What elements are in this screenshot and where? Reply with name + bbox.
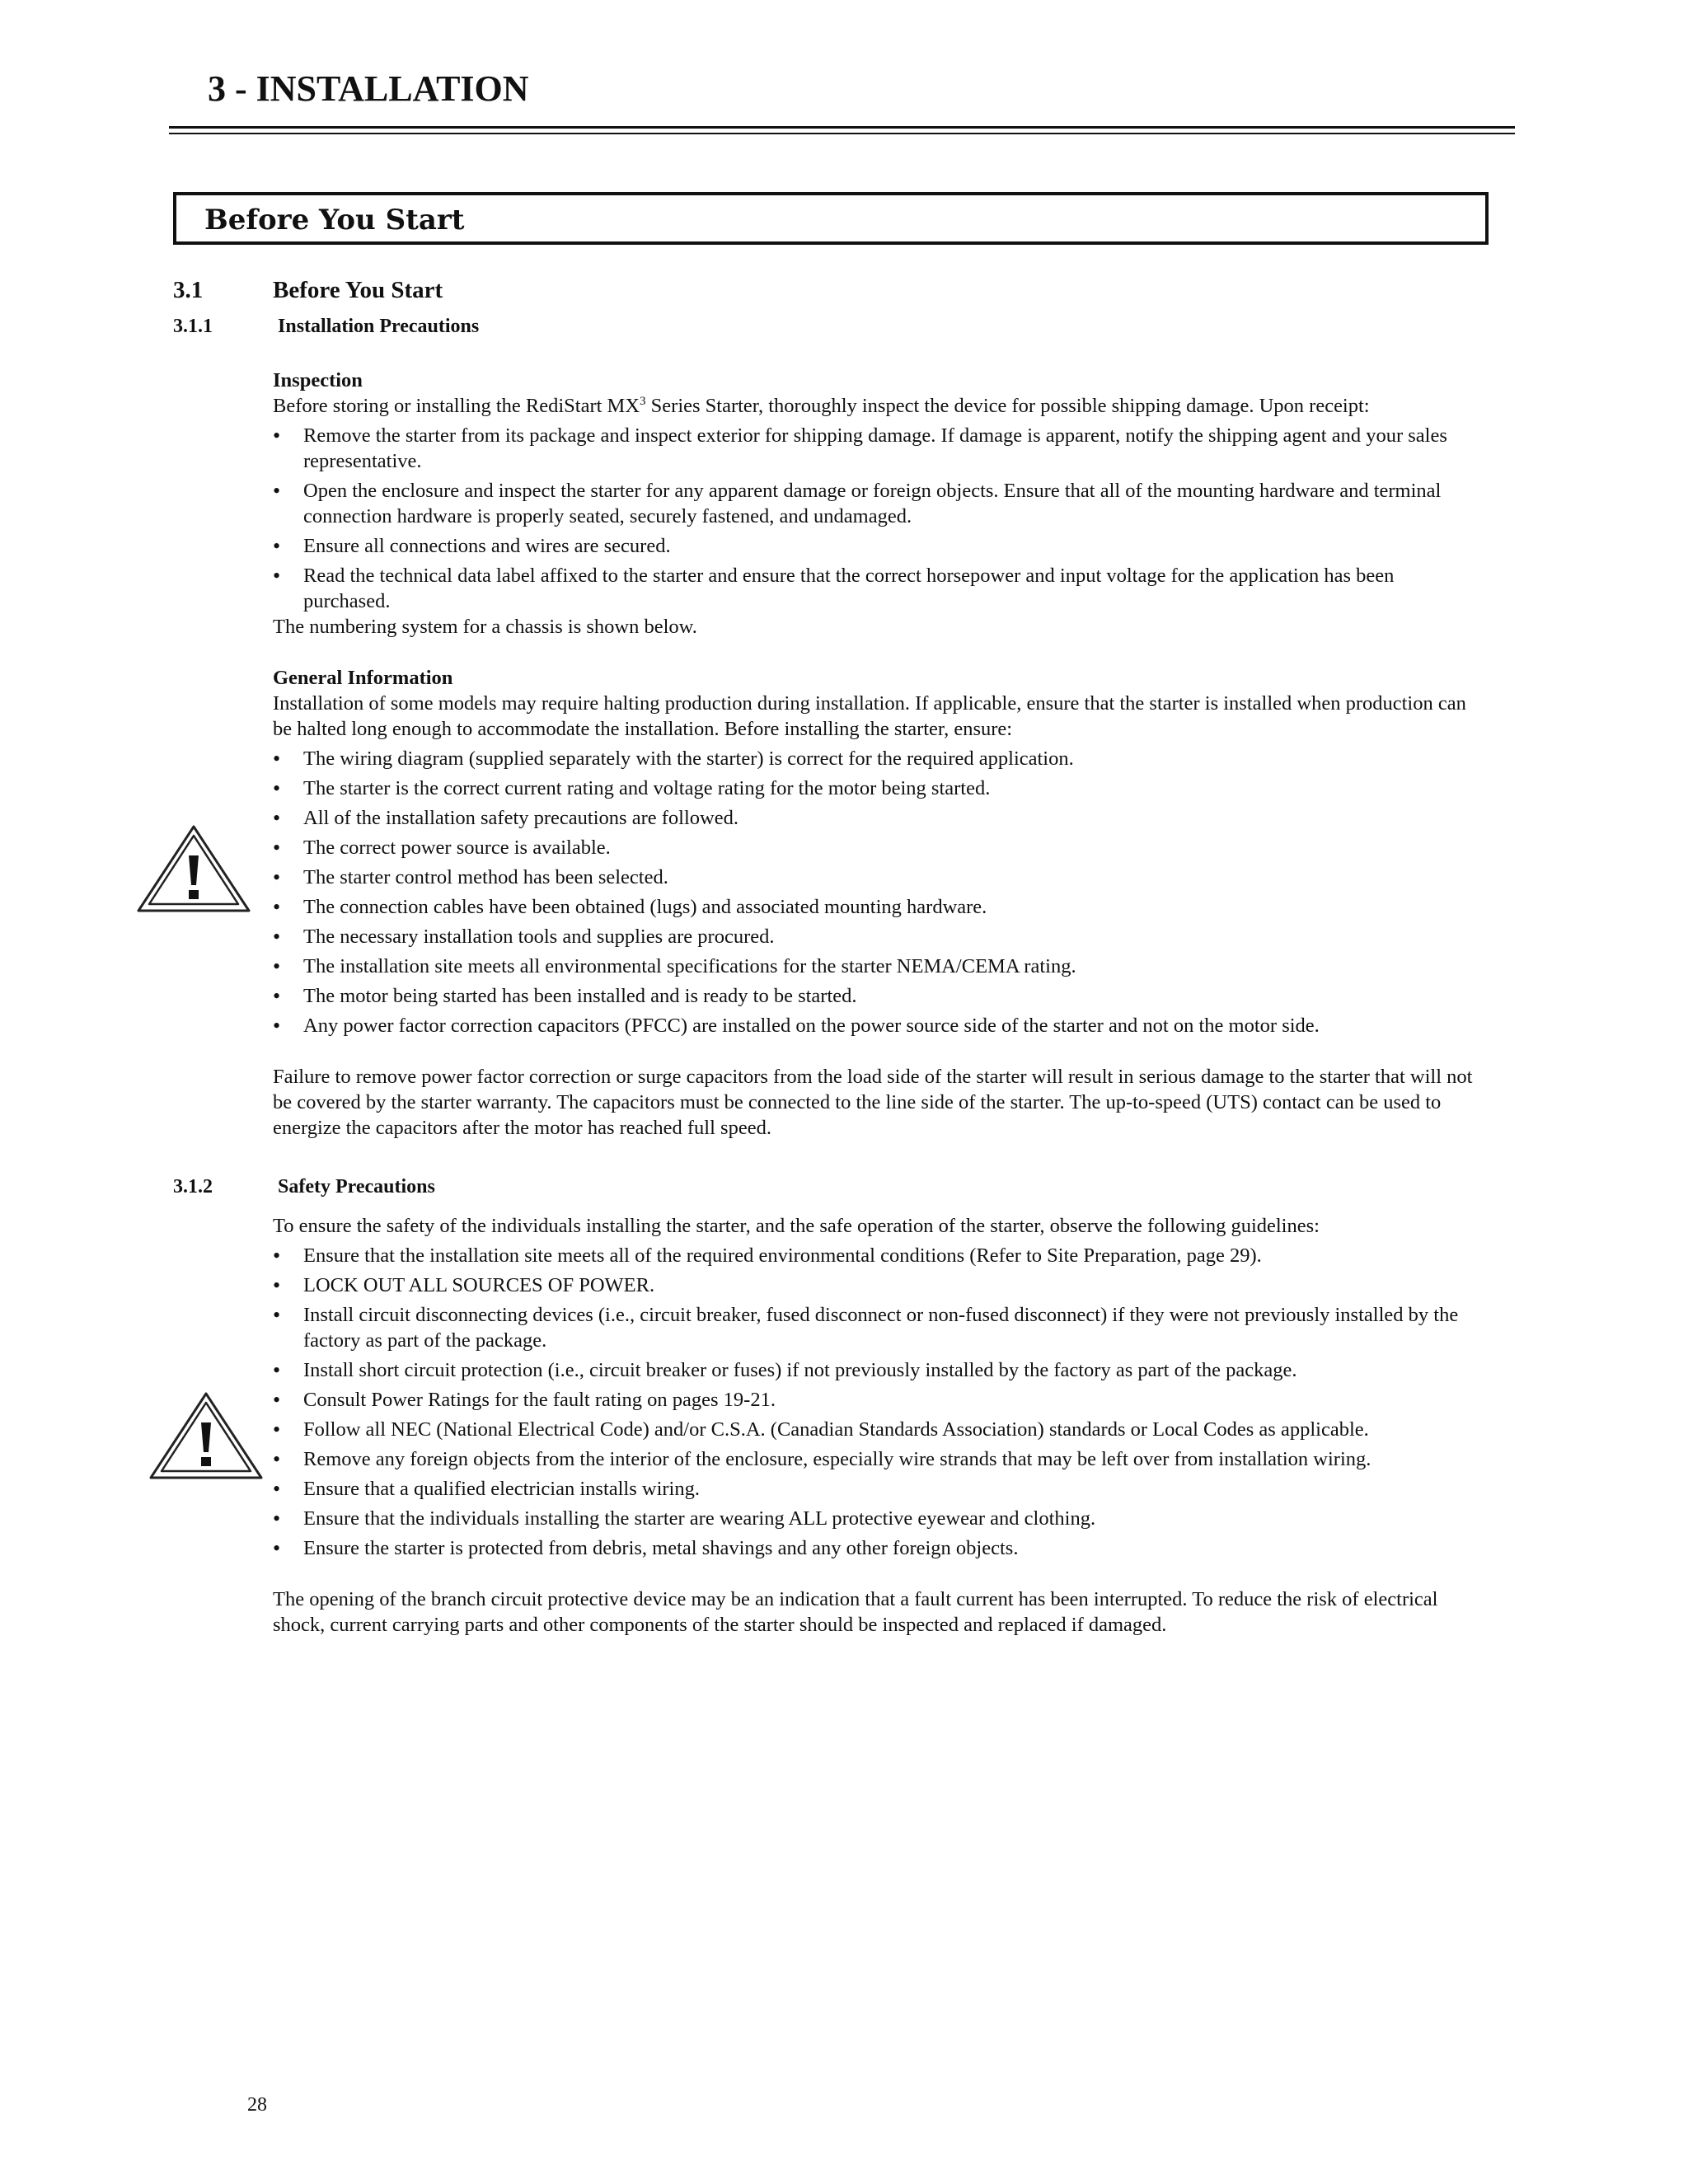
list-item: • The wiring diagram (supplied separately with the starter) is correct for the required application. <box>273 746 1484 771</box>
section-box-title: Before You Start <box>204 204 465 237</box>
section-title-box <box>173 192 1489 245</box>
list-item: • Remove any foreign objects from the interior of the enclosure, especially wire strands that may be left over from installation wiring. <box>273 1446 1484 1472</box>
header-rule-top <box>169 126 1515 129</box>
list-item: • Open the enclosure and inspect the starter for any apparent damage or foreign objects. Ensure that all of the mounting hardware and terminal connection hardware is properly seated, securely fastened, and undamaged. <box>273 478 1484 529</box>
warning-icon <box>148 1391 264 1490</box>
list-item: • Any power factor correction capacitors (PFCC) are installed on the power source side of the starter and not on the motor side. <box>273 1013 1484 1038</box>
general-info-heading: General Information <box>273 667 453 689</box>
list-item: • The correct power source is available. <box>273 835 1484 860</box>
list-item: • The starter control method has been selected. <box>273 865 1484 890</box>
warning-icon <box>136 824 251 923</box>
list-item: • Ensure that a qualified electrician installs wiring. <box>273 1476 1484 1502</box>
inspection-list <box>273 423 1484 614</box>
general-info-intro: Installation of some models may require halting production during installation. If applicable, ensure that the starter is installed when production can be halted long enough to accommodate the installation. Before installing the starter, ensure: <box>273 692 1466 740</box>
list-item: • Ensure that the installation site meets all of the required environmental conditions (Refer to Site Preparation, page 29). <box>273 1243 1484 1268</box>
capacitor-note: Failure to remove power factor correction or surge capacitors from the load side of the starter will result in serious damage to the starter that will not be covered by the starter warranty. The capacitors must be connected to the line side of the starter. The up-to-speed (UTS) contact can be used to energize the capacitors after the motor has reached full speed. <box>273 1066 1473 1139</box>
safety-precautions-body <box>273 1213 1484 1638</box>
list-item: • Install short circuit protection (i.e., circuit breaker or fuses) if not previously installed by the factory as part of the package. <box>273 1357 1484 1383</box>
list-item: • Ensure that the individuals installing the starter are wearing ALL protective eyewear and clothing. <box>273 1506 1484 1531</box>
list-item: • Follow all NEC (National Electrical Code) and/or C.S.A. (Canadian Standards Association) standards or Local Codes as applicable. <box>273 1417 1484 1442</box>
inspection-outro: The numbering system for a chassis is shown below. <box>273 616 697 638</box>
list-item: • All of the installation safety precautions are followed. <box>273 805 1484 831</box>
superscript: 3 <box>640 394 646 408</box>
list-item: • The necessary installation tools and supplies are procured. <box>273 924 1484 949</box>
list-item: • Install circuit disconnecting devices (i.e., circuit breaker, fused disconnect or non-fused disconnect) if they were not previously installed by the factory as part of the package. <box>273 1302 1484 1353</box>
section-3-1-1-title: Installation Precautions <box>278 316 480 337</box>
inspection-intro: Before storing or installing the RediStart $MX^3$ Series Starter, thoroughly inspect the device for possible shipping damage. Upon receipt: <box>273 394 1370 417</box>
section-3-1-number: 3.1 <box>173 277 204 303</box>
list-item: • The connection cables have been obtained (lugs) and associated mounting hardware. <box>273 894 1484 920</box>
list-item: • Consult Power Ratings for the fault rating on pages 19-21. <box>273 1387 1484 1413</box>
list-item: • LOCK OUT ALL SOURCES OF POWER. <box>273 1272 1484 1298</box>
general-info-list <box>273 746 1484 1038</box>
installation-precautions-body <box>273 368 1484 1141</box>
inspection-heading: Inspection <box>273 369 363 391</box>
safety-intro: To ensure the safety of the individuals installing the starter, and the safe operation of the starter, observe the following guidelines: <box>273 1215 1320 1237</box>
list-item: • Read the technical data label affixed to the starter and ensure that the correct horsepower and input voltage for the application has been purchased. <box>273 563 1484 614</box>
section-3-1-2-number: 3.1.2 <box>173 1176 213 1197</box>
list-item: • The installation site meets all environmental specifications for the starter NEMA/CEMA rating. <box>273 954 1484 979</box>
section-3-1-title: Before You Start <box>273 277 443 303</box>
list-item: • The starter is the correct current rating and voltage rating for the motor being started. <box>273 776 1484 801</box>
protective-device-note: The opening of the branch circuit protective device may be an indication that a fault current has been interrupted. To reduce the risk of electrical shock, current carrying parts and other components of the starter should be inspected and replaced if damaged. <box>273 1588 1438 1636</box>
list-item: • The motor being started has been installed and is ready to be started. <box>273 983 1484 1009</box>
list-item: • Remove the starter from its package and inspect exterior for shipping damage. If damage is apparent, notify the shipping agent and your sales representative. <box>273 423 1484 474</box>
list-item: • Ensure the starter is protected from debris, metal shavings and any other foreign objects. <box>273 1535 1484 1561</box>
section-3-1-2-title: Safety Precautions <box>278 1176 435 1197</box>
chapter-title: 3 - INSTALLATION <box>208 68 529 109</box>
page-number: 28 <box>247 2094 267 2116</box>
list-item: • Ensure all connections and wires are secured. <box>273 533 1484 559</box>
safety-list <box>273 1243 1484 1561</box>
header-rule-bottom <box>169 133 1515 134</box>
section-3-1-1-number: 3.1.1 <box>173 316 213 337</box>
